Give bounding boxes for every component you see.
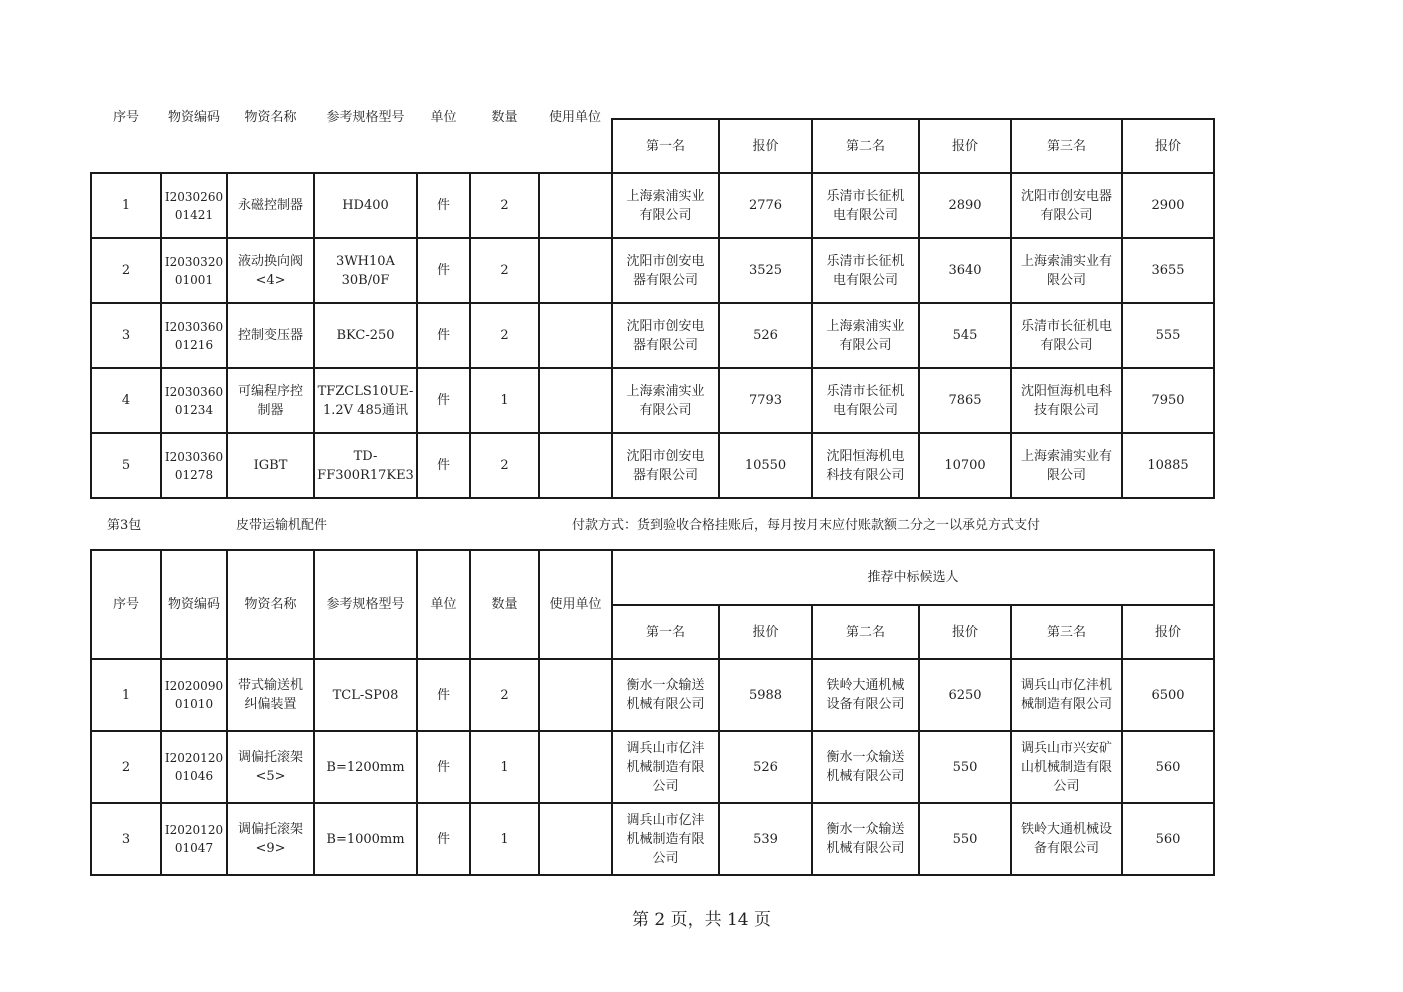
row-second-price: 550 bbox=[919, 731, 1011, 803]
row-spec-line: 30B/0F bbox=[341, 272, 390, 288]
row-first-price: 2776 bbox=[719, 173, 812, 238]
row-seq: 1 bbox=[91, 173, 161, 238]
row-first-candidate-line: 衡水一众输送 bbox=[626, 678, 705, 693]
row-unit: 件 bbox=[417, 731, 470, 803]
table-package-2-continued bbox=[90, 110, 1215, 499]
row-third-candidate-line: 限公司 bbox=[1046, 467, 1086, 483]
row-third-candidate-line: 上海索浦实业有 bbox=[1020, 253, 1112, 269]
row-dept bbox=[539, 303, 612, 368]
row-second-candidate bbox=[812, 368, 919, 433]
row-third-candidate-line: 调兵山市亿沣机 bbox=[1020, 678, 1112, 693]
row-third-candidate bbox=[1011, 433, 1122, 498]
table-row bbox=[91, 368, 1214, 433]
row-third-price: 10885 bbox=[1122, 433, 1214, 498]
row-name bbox=[227, 803, 314, 875]
row-first-candidate-line: 公司 bbox=[652, 850, 679, 866]
row-first-candidate bbox=[612, 238, 719, 303]
header-spec: 参考规格型号 bbox=[314, 550, 417, 659]
row-second-price: 550 bbox=[919, 803, 1011, 875]
row-name bbox=[227, 173, 314, 238]
header-price-2: 报价 bbox=[919, 119, 1011, 173]
header-unit-cut: 单位 bbox=[430, 110, 457, 125]
row-seq: 5 bbox=[91, 433, 161, 498]
row-dept bbox=[539, 368, 612, 433]
row-spec bbox=[314, 303, 417, 368]
row-third-price: 7950 bbox=[1122, 368, 1214, 433]
row-second-candidate bbox=[812, 238, 919, 303]
header-second: 第二名 bbox=[812, 119, 919, 173]
header-name-cut: 物资名称 bbox=[244, 110, 297, 125]
row-qty: 2 bbox=[470, 238, 539, 303]
row-third-price: 560 bbox=[1122, 731, 1214, 803]
row-name-line: 调偏托滚架 bbox=[237, 822, 303, 837]
row-third-candidate bbox=[1011, 303, 1122, 368]
row-spec-line: FF300R17KE3 bbox=[317, 467, 414, 483]
header-name: 物资名称 bbox=[227, 550, 314, 659]
row-first-candidate-line: 上海索浦实业 bbox=[626, 383, 705, 399]
payment-terms: 付款方式：货到验收合格挂账后，每月按月末应付账款额二分之一以承兑方式支付 bbox=[572, 518, 1041, 533]
row-unit: 件 bbox=[417, 803, 470, 875]
row-name-line: 调偏托滚架 bbox=[237, 750, 303, 765]
row-seq: 3 bbox=[91, 303, 161, 368]
row-second-candidate bbox=[812, 303, 919, 368]
row-name-line: 带式输送机 bbox=[237, 678, 303, 693]
row-spec bbox=[314, 368, 417, 433]
row-name-line: 制器 bbox=[257, 402, 284, 418]
row-code-line: I2030320 bbox=[164, 254, 224, 269]
row-spec-line: TCL-SP08 bbox=[332, 687, 399, 703]
row-code-line: I2020120 bbox=[164, 751, 224, 765]
row-qty: 1 bbox=[470, 803, 539, 875]
row-third-candidate-line: 有限公司 bbox=[1040, 337, 1093, 353]
row-second-price: 10700 bbox=[919, 433, 1011, 498]
row-second-candidate-line: 上海索浦实业 bbox=[826, 318, 905, 334]
row-second-price: 6250 bbox=[919, 659, 1011, 731]
header-spec-cut: 参考规格型号 bbox=[326, 110, 405, 125]
row-qty: 1 bbox=[470, 368, 539, 433]
header-unit: 单位 bbox=[417, 550, 470, 659]
row-third-candidate-line: 技有限公司 bbox=[1033, 402, 1099, 418]
row-spec bbox=[314, 433, 417, 498]
row-spec-line: B=1000mm bbox=[326, 831, 405, 847]
package-3-info bbox=[0, 514, 1403, 534]
row-first-candidate-line: 器有限公司 bbox=[632, 337, 698, 353]
row-second-candidate-line: 有限公司 bbox=[839, 337, 892, 353]
header-price-2: 报价 bbox=[919, 605, 1011, 659]
row-dept bbox=[539, 803, 612, 875]
row-third-candidate bbox=[1011, 173, 1122, 238]
header-code: 物资编码 bbox=[161, 550, 227, 659]
row-code bbox=[161, 803, 227, 875]
row-qty: 2 bbox=[470, 303, 539, 368]
row-third-candidate bbox=[1011, 731, 1122, 803]
row-first-candidate bbox=[612, 659, 719, 731]
row-first-candidate bbox=[612, 368, 719, 433]
row-first-candidate-line: 机械有限公司 bbox=[626, 697, 705, 712]
row-first-price: 10550 bbox=[719, 433, 812, 498]
header-seq: 序号 bbox=[91, 550, 161, 659]
row-first-candidate-line: 有限公司 bbox=[639, 207, 692, 223]
header-price-1: 报价 bbox=[719, 119, 812, 173]
row-second-candidate-line: 电有限公司 bbox=[832, 402, 898, 418]
header-price-3: 报价 bbox=[1122, 605, 1214, 659]
row-third-candidate bbox=[1011, 659, 1122, 731]
row-third-price: 560 bbox=[1122, 803, 1214, 875]
row-name bbox=[227, 303, 314, 368]
row-second-price: 545 bbox=[919, 303, 1011, 368]
header-first: 第一名 bbox=[612, 119, 719, 173]
row-third-candidate bbox=[1011, 803, 1122, 875]
table-row bbox=[91, 238, 1214, 303]
row-third-price: 555 bbox=[1122, 303, 1214, 368]
table-row bbox=[91, 173, 1214, 238]
row-code-line: 01421 bbox=[174, 207, 214, 222]
header-third: 第三名 bbox=[1011, 605, 1122, 659]
header-first: 第一名 bbox=[612, 605, 719, 659]
header-dept: 使用单位 bbox=[539, 550, 612, 659]
row-spec-line: B=1200mm bbox=[326, 759, 405, 775]
row-second-candidate-line: 电有限公司 bbox=[832, 272, 898, 288]
row-code-line: 01046 bbox=[174, 769, 214, 783]
row-third-price: 3655 bbox=[1122, 238, 1214, 303]
row-code bbox=[161, 173, 227, 238]
row-second-candidate-line: 科技有限公司 bbox=[826, 467, 905, 483]
row-first-candidate-line: 沈阳市创安电 bbox=[626, 318, 705, 334]
row-first-candidate-line: 机械制造有限 bbox=[626, 831, 705, 847]
row-dept bbox=[539, 173, 612, 238]
row-first-price: 7793 bbox=[719, 368, 812, 433]
row-third-candidate-line: 备有限公司 bbox=[1033, 841, 1099, 856]
table-row bbox=[91, 433, 1214, 498]
row-third-candidate-line: 械制造有限公司 bbox=[1020, 697, 1112, 712]
row-second-candidate-line: 设备有限公司 bbox=[826, 697, 905, 712]
row-seq: 1 bbox=[91, 659, 161, 731]
row-seq: 4 bbox=[91, 368, 161, 433]
row-third-candidate-line: 乐清市长征机电 bbox=[1020, 318, 1112, 334]
row-qty: 2 bbox=[470, 659, 539, 731]
header-third: 第三名 bbox=[1011, 119, 1122, 173]
row-code-line: I2030360 bbox=[164, 384, 224, 399]
row-first-price: 3525 bbox=[719, 238, 812, 303]
row-seq: 2 bbox=[91, 238, 161, 303]
row-code-line: 01216 bbox=[174, 337, 214, 352]
row-third-candidate-line: 公司 bbox=[1053, 778, 1080, 794]
row-spec-line: 1.2V 485通讯 bbox=[322, 402, 408, 418]
row-code-line: I2030260 bbox=[164, 189, 224, 204]
row-second-candidate-line: 电有限公司 bbox=[832, 207, 898, 223]
row-code-line: I2030360 bbox=[164, 319, 224, 334]
row-name bbox=[227, 368, 314, 433]
header-price-3: 报价 bbox=[1122, 119, 1214, 173]
row-first-candidate-line: 上海索浦实业 bbox=[626, 188, 705, 204]
row-unit: 件 bbox=[417, 303, 470, 368]
row-code bbox=[161, 433, 227, 498]
row-qty: 2 bbox=[470, 173, 539, 238]
header-qty-cut: 数量 bbox=[491, 110, 518, 125]
row-dept bbox=[539, 238, 612, 303]
header-seq-cut: 序号 bbox=[112, 110, 139, 125]
table-row bbox=[91, 659, 1214, 731]
row-first-price: 526 bbox=[719, 731, 812, 803]
package-label: 第3包 bbox=[107, 518, 142, 533]
row-spec bbox=[314, 238, 417, 303]
header-candidates: 推荐中标候选人 bbox=[612, 550, 1214, 605]
row-first-candidate bbox=[612, 173, 719, 238]
row-name bbox=[227, 731, 314, 803]
row-spec bbox=[314, 731, 417, 803]
row-name-line: 纠偏装置 bbox=[244, 697, 297, 712]
row-second-candidate-line: 铁岭大通机械 bbox=[826, 678, 905, 693]
row-second-price: 3640 bbox=[919, 238, 1011, 303]
header-second: 第二名 bbox=[812, 605, 919, 659]
row-unit: 件 bbox=[417, 368, 470, 433]
row-code-line: 01001 bbox=[174, 272, 214, 287]
header-price-1: 报价 bbox=[719, 605, 812, 659]
row-third-candidate-line: 沈阳市创安电器 bbox=[1020, 188, 1112, 204]
row-second-candidate-line: 衡水一众输送 bbox=[826, 750, 905, 765]
row-second-candidate-line: 乐清市长征机 bbox=[826, 188, 905, 204]
row-first-candidate-line: 机械制造有限 bbox=[626, 759, 705, 775]
row-first-candidate-line: 有限公司 bbox=[639, 402, 692, 418]
row-code-line: 01234 bbox=[174, 402, 214, 417]
row-qty: 2 bbox=[470, 433, 539, 498]
row-third-price: 2900 bbox=[1122, 173, 1214, 238]
row-name-line: 可编程序控 bbox=[237, 383, 303, 399]
row-first-candidate-line: 器有限公司 bbox=[632, 467, 698, 483]
row-code-line: I2020090 bbox=[164, 679, 224, 693]
row-spec-line: BKC-250 bbox=[336, 328, 395, 343]
row-second-candidate bbox=[812, 803, 919, 875]
page-footer: 第 2 页，共 14 页 bbox=[631, 910, 772, 930]
row-second-price: 7865 bbox=[919, 368, 1011, 433]
row-code bbox=[161, 238, 227, 303]
row-third-candidate bbox=[1011, 238, 1122, 303]
row-third-candidate-line: 山机械制造有限 bbox=[1020, 759, 1112, 775]
row-seq: 3 bbox=[91, 803, 161, 875]
row-third-candidate-line: 调兵山市兴安矿 bbox=[1020, 740, 1112, 756]
row-second-price: 2890 bbox=[919, 173, 1011, 238]
row-first-candidate-line: 公司 bbox=[652, 778, 679, 794]
row-code-line: 01047 bbox=[174, 841, 214, 855]
row-code-line: 01010 bbox=[174, 697, 214, 711]
row-first-candidate-line: 器有限公司 bbox=[632, 272, 698, 288]
row-name-line: <5> bbox=[255, 769, 286, 784]
row-name-line: 永磁控制器 bbox=[237, 198, 303, 213]
row-spec-line: TFZCLS10UE- bbox=[317, 383, 414, 399]
row-name-line: IGBT bbox=[253, 458, 288, 473]
row-spec-line: 3WH10A bbox=[336, 253, 395, 269]
row-first-price: 526 bbox=[719, 303, 812, 368]
row-third-candidate-line: 沈阳恒海机电科 bbox=[1020, 383, 1112, 399]
row-first-candidate-line: 沈阳市创安电 bbox=[626, 253, 705, 269]
row-unit: 件 bbox=[417, 173, 470, 238]
row-spec-line: TD- bbox=[353, 448, 378, 464]
row-second-candidate bbox=[812, 173, 919, 238]
row-third-candidate-line: 限公司 bbox=[1046, 272, 1086, 288]
row-spec-line: HD400 bbox=[342, 198, 389, 213]
row-first-candidate bbox=[612, 433, 719, 498]
row-code bbox=[161, 368, 227, 433]
row-second-candidate bbox=[812, 659, 919, 731]
row-seq: 2 bbox=[91, 731, 161, 803]
row-first-candidate bbox=[612, 731, 719, 803]
row-first-candidate-line: 沈阳市创安电 bbox=[626, 448, 705, 464]
row-second-candidate-line: 机械有限公司 bbox=[826, 841, 905, 856]
header-qty: 数量 bbox=[470, 550, 539, 659]
row-third-candidate-line: 上海索浦实业有 bbox=[1020, 448, 1112, 464]
row-unit: 件 bbox=[417, 238, 470, 303]
row-first-price: 5988 bbox=[719, 659, 812, 731]
row-second-candidate-line: 沈阳恒海机电 bbox=[826, 448, 905, 464]
row-dept bbox=[539, 659, 612, 731]
row-first-candidate bbox=[612, 803, 719, 875]
row-code bbox=[161, 731, 227, 803]
row-third-candidate-line: 铁岭大通机械设 bbox=[1020, 822, 1112, 837]
row-second-candidate bbox=[812, 731, 919, 803]
row-name-line: <9> bbox=[255, 841, 286, 856]
header-code-cut: 物资编码 bbox=[167, 110, 220, 125]
row-code-line: 01278 bbox=[174, 467, 214, 482]
row-third-price: 6500 bbox=[1122, 659, 1214, 731]
table-row bbox=[91, 803, 1214, 875]
row-code bbox=[161, 659, 227, 731]
row-name bbox=[227, 433, 314, 498]
row-name bbox=[227, 238, 314, 303]
row-spec bbox=[314, 803, 417, 875]
row-code-line: I2030360 bbox=[164, 449, 224, 464]
row-dept bbox=[539, 433, 612, 498]
row-name-line: 控制变压器 bbox=[237, 328, 303, 343]
row-code-line: I2020120 bbox=[164, 823, 224, 837]
table-row bbox=[91, 731, 1214, 803]
row-second-candidate-line: 乐清市长征机 bbox=[826, 253, 905, 269]
row-second-candidate-line: 机械有限公司 bbox=[826, 769, 905, 784]
row-second-candidate-line: 衡水一众输送 bbox=[826, 822, 905, 837]
row-dept bbox=[539, 731, 612, 803]
row-qty: 1 bbox=[470, 731, 539, 803]
row-third-candidate-line: 有限公司 bbox=[1040, 207, 1093, 223]
row-first-candidate-line: 调兵山市亿沣 bbox=[626, 740, 705, 756]
row-first-price: 539 bbox=[719, 803, 812, 875]
table-package-3 bbox=[90, 549, 1215, 876]
header-dept-cut: 使用单位 bbox=[548, 110, 601, 125]
row-spec bbox=[314, 173, 417, 238]
row-first-candidate-line: 调兵山市亿沣 bbox=[626, 812, 705, 828]
row-name-line: <4> bbox=[255, 272, 286, 288]
row-code bbox=[161, 303, 227, 368]
row-name bbox=[227, 659, 314, 731]
row-unit: 件 bbox=[417, 433, 470, 498]
package-title: 皮带运输机配件 bbox=[236, 518, 328, 533]
table-row bbox=[91, 303, 1214, 368]
row-name-line: 液动换向阀 bbox=[237, 253, 303, 269]
row-third-candidate bbox=[1011, 368, 1122, 433]
row-second-candidate bbox=[812, 433, 919, 498]
row-spec bbox=[314, 659, 417, 731]
row-second-candidate-line: 乐清市长征机 bbox=[826, 383, 905, 399]
row-unit: 件 bbox=[417, 659, 470, 731]
row-first-candidate bbox=[612, 303, 719, 368]
